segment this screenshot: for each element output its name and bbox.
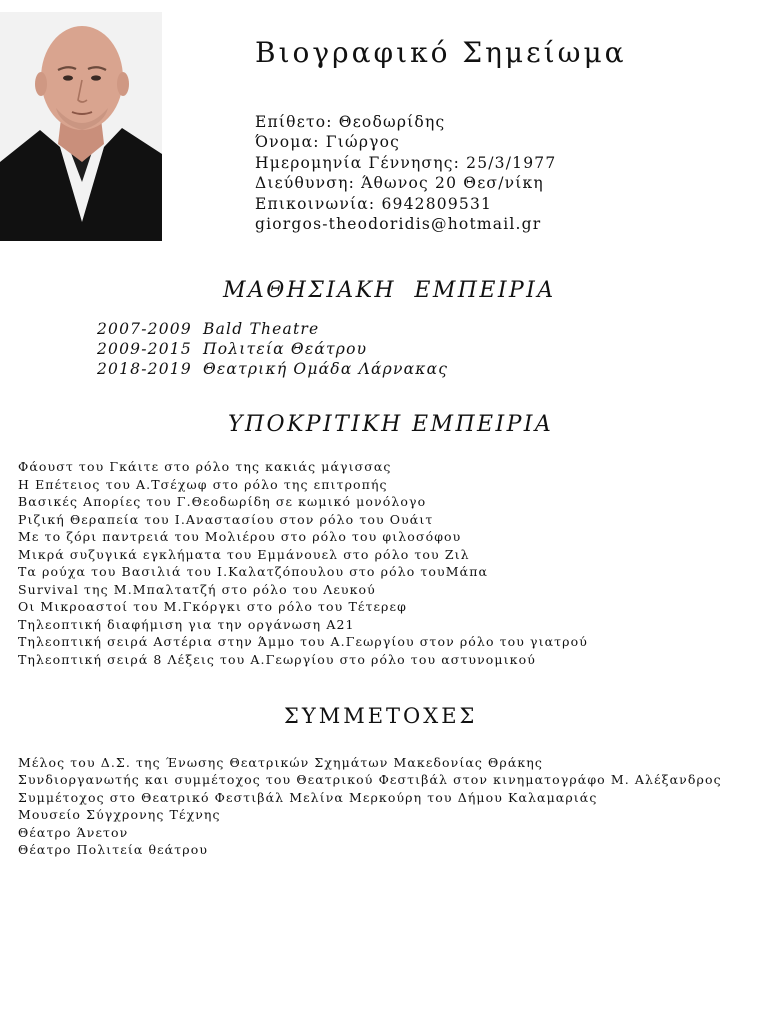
list-item: Οι Μικροαστοί του Μ.Γκόργκι στο ρόλο του Τέτερεφ [18, 599, 407, 614]
learning-years: 2018-2019 [97, 360, 192, 378]
learning-school: Θεατρική Ομάδα Λάρνακας [203, 360, 449, 378]
birth-date-line: Ημερομηνία Γέννησης: 25/3/1977 [255, 153, 557, 172]
list-item: Φάουστ του Γκάιτε στο ρόλο της κακιάς μάγισσας [18, 459, 392, 474]
first-name-line: Όνομα: Γιώργος [255, 133, 401, 152]
list-item: Θέατρο Πολιτεία θεάτρου [18, 842, 209, 858]
list-item: Συνδιοργανωτής και συμμέτοχος του Θεατρικού Φεστιβάλ στον κινηματογράφο Μ. Αλέξανδρος [18, 772, 722, 788]
phone-line: Επικοινωνία: 6942809531 [255, 194, 493, 213]
list-item: Τηλεοπτική διαφήμιση για την οργάνωση Α21 [18, 616, 355, 632]
personal-info [255, 112, 556, 234]
list-item: Τα ρούχα του Βασιλιά του Ι.Καλατζόπουλου στο ρόλο τουΜάπα [18, 564, 489, 579]
profile-photo [0, 12, 162, 241]
list-item: Συμμέτοχος στο Θεατρικό Φεστιβάλ Μελίνα Μερκούρη του Δήμου Καλαμαριάς [18, 789, 598, 805]
learning-school: Bald Theatre [203, 320, 320, 338]
list-item: Μέλος του Δ.Σ. της Ένωσης Θεατρικών Σχημάτων Μακεδονίας Θράκης [18, 755, 543, 770]
acting-experience-list [18, 458, 588, 668]
list-item [97, 339, 448, 359]
list-item: Ριζική Θεραπεία του Ι.Αναστασίου στον ρόλο του Ουάιτ [18, 511, 434, 527]
list-item: Τηλεοπτική σειρά 8 Λέξεις του Α.Γεωργίου στο ρόλο του αστυνομικού [18, 651, 536, 667]
email-line: giorgos-theodoridis@hotmail.gr [255, 215, 542, 234]
list-item: Μουσείο Σύγχρονης Τέχνης [18, 807, 221, 823]
learning-experience-list [97, 319, 448, 379]
learning-years: 2007-2009 [97, 320, 192, 338]
learning-experience-heading: ΜΑΘΗΣΙΑΚΗ ΕΜΠΕΙΡΙΑ [223, 278, 556, 303]
learning-school: Πολιτεία Θεάτρου [203, 340, 368, 358]
list-item [97, 359, 448, 379]
list-item: Θέατρο Άνετον [18, 824, 129, 840]
surname-line: Επίθετο: Θεοδωρίδης [255, 113, 446, 131]
participation-list [18, 754, 722, 858]
portrait-icon [0, 12, 162, 241]
list-item: Μικρά συζυγικά εγκλήματα του Εμμάνουελ στο ρόλο του Ζιλ [18, 546, 470, 562]
list-item: Η Επέτειος του Α.Τσέχωφ στο ρόλο της επιτροπής [18, 476, 388, 492]
document-title: Βιογραφικό Σημείωμα [255, 36, 627, 69]
learning-years: 2009-2015 [97, 340, 192, 358]
acting-experience-heading: ΥΠΟΚΡΙΤΙΚΗ ΕΜΠΕΙΡΙΑ [228, 412, 554, 437]
list-item: Τηλεοπτική σειρά Αστέρια στην Άμμο του Α.Γεωργίου στον ρόλο του γιατρού [18, 634, 588, 649]
list-item: Βασικές Απορίες του Γ.Θεοδωρίδη σε κωμικό μονόλογο [18, 494, 427, 509]
list-item [97, 319, 448, 339]
list-item: Με το ζόρι παντρειά του Μολιέρου στο ρόλο του φιλοσόφου [18, 529, 462, 544]
address-line: Διεύθυνση: Άθωνος 20 Θεσ/νίκη [255, 174, 544, 193]
participation-heading: ΣΥΜΜΕΤΟΧΕΣ [284, 704, 478, 728]
list-item: Survival της Μ.Μπαλτατζή στο ρόλο του Λευκού [18, 581, 376, 597]
